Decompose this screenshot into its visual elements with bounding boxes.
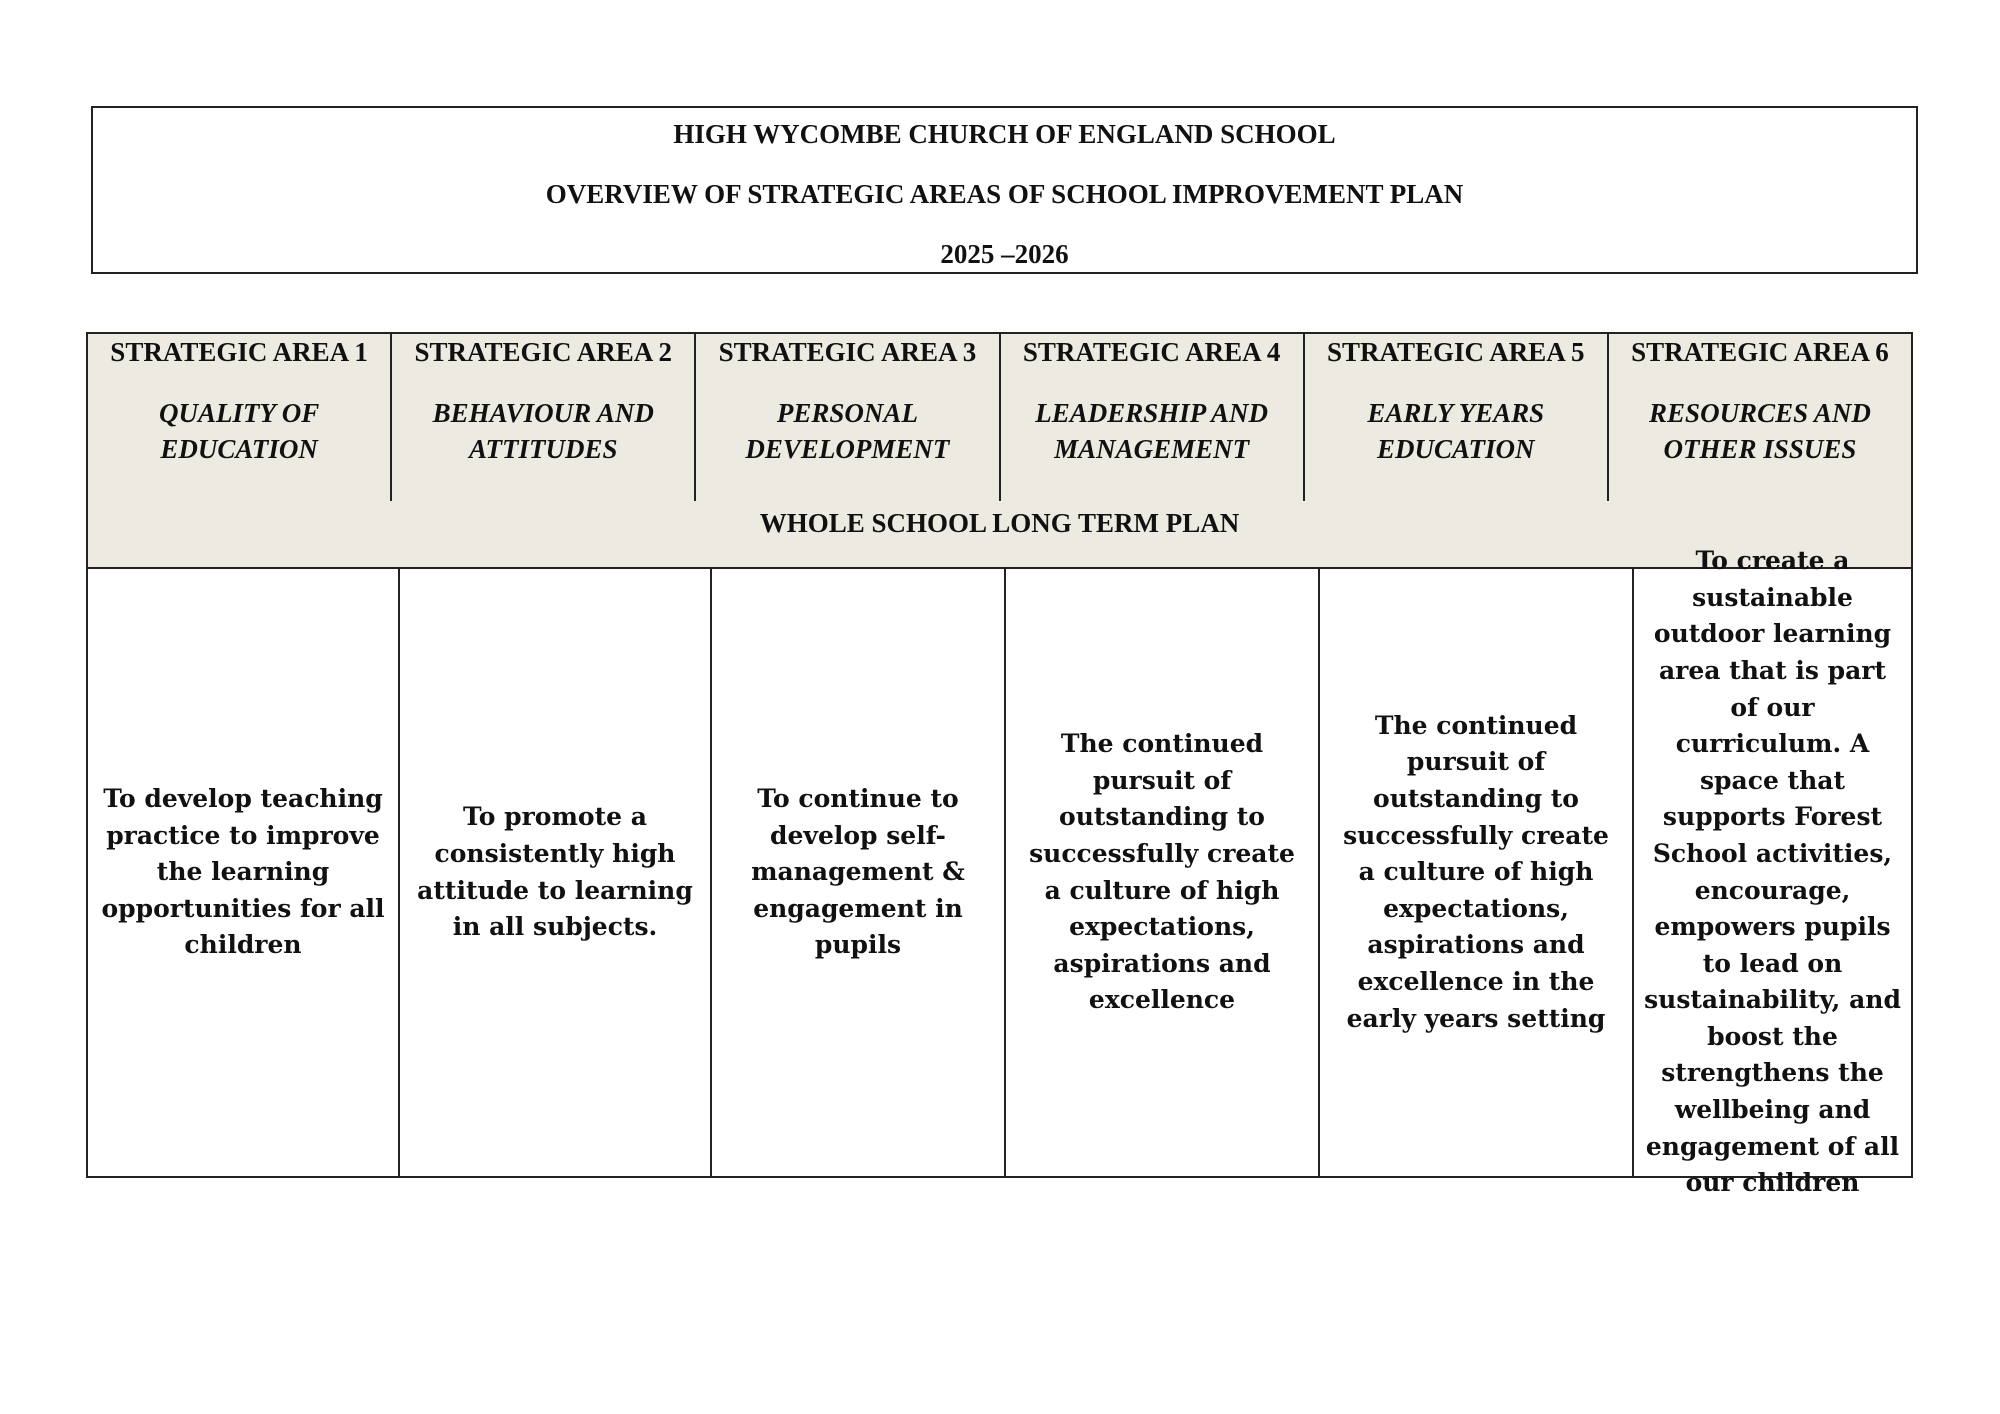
- goal-area-1: To develop teaching practice to improve the learning opportunities for all children: [88, 569, 400, 1176]
- long-term-goals-row: [86, 569, 1913, 1198]
- area-heading: STRATEGIC AREA 6: [1631, 337, 1889, 367]
- strategic-areas-row: [86, 332, 1913, 503]
- strategic-area-5: [1305, 334, 1609, 501]
- area-name: QUALITY OF EDUCATION: [158, 398, 320, 464]
- strategic-area-1: [88, 334, 392, 501]
- plan-years: 2025 –2026: [940, 239, 1069, 269]
- area-name: RESOURCES AND OTHER ISSUES: [1649, 398, 1871, 464]
- goal-area-6: sustainable outdoor learning area that is part of our curriculum. A space that supports Forest School activities, encourage, empowers pupils to lead on sustainability, and boost the strengthens the wellbeing and engagement of all our children: [1644, 582, 1901, 1198]
- goal-area-4: The continued pursuit of outstanding to successfully create a culture of high expectations, aspirations and excellence: [1006, 569, 1320, 1176]
- goal-area-3: To continue to develop self-management & engagement in pupils: [712, 569, 1006, 1176]
- area-name: PERSONAL DEVELOPMENT: [745, 398, 950, 464]
- strategic-area-4: [1001, 334, 1305, 501]
- plan-title: OVERVIEW OF STRATEGIC AREAS OF SCHOOL IMPROVEMENT PLAN: [545, 179, 1464, 209]
- strategic-area-2: [392, 334, 696, 501]
- area-heading: STRATEGIC AREA 4: [1022, 337, 1281, 367]
- area-name: EARLY YEARS EDUCATION: [1367, 398, 1545, 464]
- area-heading: STRATEGIC AREA 2: [414, 337, 673, 367]
- area-name: BEHAVIOUR AND ATTITUDES: [432, 398, 654, 464]
- strategic-area-3: [696, 334, 1000, 501]
- goal-area-5: The continued pursuit of outstanding to successfully create a culture of high expectations, aspirations and excellence in the early years setting: [1320, 569, 1634, 1176]
- goal-area-2: To promote a consistently high attitude to learning in all subjects.: [400, 569, 712, 1176]
- area-heading: STRATEGIC AREA 1: [110, 337, 368, 367]
- document-header: [91, 106, 1918, 274]
- area-name: LEADERSHIP AND MANAGEMENT: [1035, 398, 1268, 464]
- school-name: HIGH WYCOMBE CHURCH OF ENGLAND SCHOOL: [673, 119, 1336, 149]
- area-heading: STRATEGIC AREA 3: [718, 337, 977, 367]
- strategic-area-6: [1609, 334, 1911, 501]
- area-heading: STRATEGIC AREA 5: [1326, 337, 1585, 367]
- whole-school-plan-label: WHOLE SCHOOL LONG TERM PLAN: [86, 501, 1913, 569]
